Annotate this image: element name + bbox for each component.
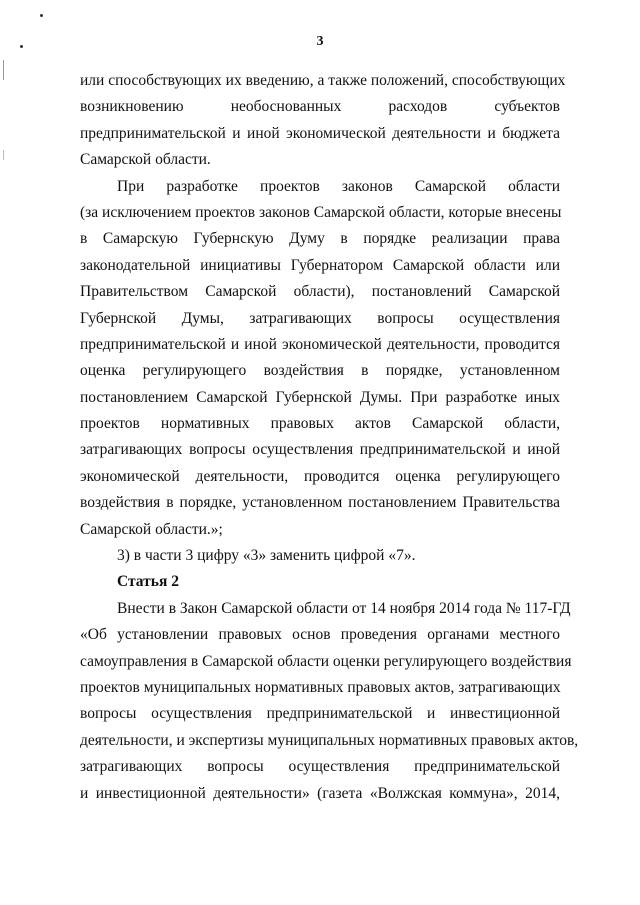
text-line: предпринимательской и иной экономической деятельности и бюджета	[80, 124, 560, 142]
text-line: затрагивающих вопросы осуществления предпринимательской и иной	[80, 441, 560, 459]
text-line: экономической деятельности, проводится оценка регулирующего	[80, 467, 560, 485]
scan-dot-mark	[40, 14, 43, 17]
text-line: вопросы осуществления предпринимательской и инвестиционной	[80, 705, 560, 723]
text-line: возникновению необоснованных расходов субъектов	[80, 98, 560, 116]
page-number: 3	[316, 34, 324, 49]
text-line: Самарской области.	[80, 151, 211, 169]
text-line: затрагивающих вопросы осуществления предпринимательской	[80, 758, 560, 776]
text-line: проектов нормативных правовых актов Самарской области,	[80, 415, 560, 433]
section-heading: Статья 2	[117, 573, 179, 591]
text-line: Правительством Самарской области), постановлений Самарской	[80, 283, 560, 301]
text-line: проектов муниципальных нормативных правовых актов, затрагивающих	[80, 678, 561, 696]
text-line: Внести в Закон Самарской области от 14 ноября 2014 года № 117-ГД	[117, 599, 571, 617]
text-line: предпринимательской и иной экономической деятельности, проводится	[80, 335, 560, 353]
text-line: деятельности, и экспертизы муниципальных нормативных правовых актов,	[80, 731, 579, 749]
text-line: При разработке проектов законов Самарской области	[117, 177, 560, 195]
text-line: (за исключением проектов законов Самарской области, которые внесены	[80, 203, 562, 221]
text-line: оценка регулирующего воздействия в порядке, установленном	[80, 362, 560, 380]
scan-edge-line	[3, 150, 4, 160]
text-line: или способствующих их введению, а также положений, способствующих	[80, 72, 566, 89]
text-line: воздействия в порядке, установленном постановлением Правительства	[80, 494, 560, 512]
text-line: Губернской Думы, затрагивающих вопросы осуществления	[80, 309, 560, 327]
text-line: постановлением Самарской Губернской Думы. При разработке иных	[80, 388, 560, 406]
text-line: в Самарскую Губернскую Думу в порядке реализации права	[80, 230, 560, 248]
text-line: и инвестиционной деятельности» (газета «Волжская коммуна», 2014,	[80, 784, 560, 802]
text-line: Самарской области.»;	[80, 520, 223, 538]
text-line: законодательной инициативы Губернатором Самарской области или	[80, 256, 560, 274]
text-line: «Об установлении правовых основ проведения органами местного	[80, 626, 560, 644]
document-body	[80, 68, 579, 807]
text-line: самоуправления в Самарской области оценки регулирующего воздействия	[80, 652, 572, 670]
text-line: 3) в части 3 цифру «3» заменить цифрой «7».	[117, 547, 416, 565]
scan-edge-line	[3, 60, 4, 80]
